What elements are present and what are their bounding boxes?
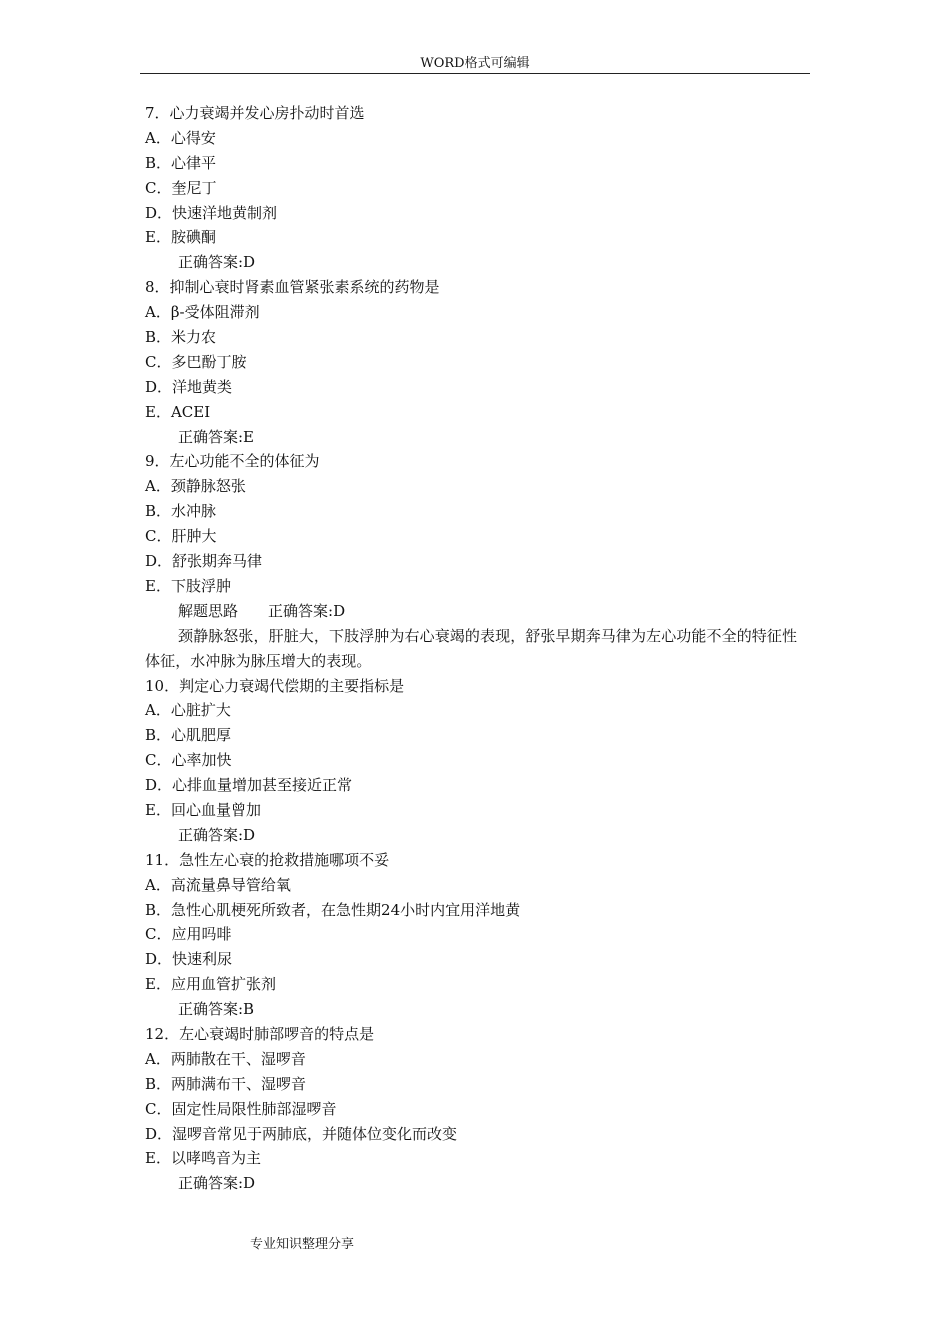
option-c: C．肝肿大 — [145, 527, 217, 546]
option-a: A．心得安 — [145, 128, 216, 147]
correct-answer: 正确答案:D — [178, 1174, 256, 1193]
question-stem: 8．抑制心衰时肾素血管紧张素系统的药物是 — [145, 278, 440, 297]
option-a: A．高流量鼻导管给氧 — [145, 875, 291, 894]
option-b: B．米力农 — [145, 328, 217, 347]
question-12 — [145, 1022, 810, 1196]
option-a: A．两肺散在干、湿啰音 — [145, 1049, 306, 1068]
option-e: E．以哮鸣音为主 — [145, 1149, 261, 1168]
option-c: C．奎尼丁 — [145, 178, 217, 197]
document-body — [145, 101, 810, 1196]
option-b: B．心律平 — [145, 153, 217, 172]
option-b: B．两肺满布干、湿啰音 — [145, 1074, 307, 1093]
option-e: E．下肢浮肿 — [145, 576, 231, 595]
option-c: C．应用吗啡 — [145, 925, 232, 944]
option-c: C．固定性局限性肺部湿啰音 — [145, 1099, 337, 1118]
question-7 — [145, 101, 810, 275]
answer-line — [145, 599, 810, 624]
correct-answer: 正确答案:B — [178, 1000, 255, 1019]
question-stem: 11．急性左心衰的抢救措施哪项不妥 — [145, 850, 390, 869]
option-e: E．ACEI — [145, 402, 211, 421]
option-b: B．心肌肥厚 — [145, 726, 232, 745]
question-stem: 7．心力衰竭并发心房扑动时首选 — [145, 104, 365, 122]
question-11 — [145, 848, 810, 1022]
option-d: D．湿啰音常见于两肺底，并随体位变化而改变 — [145, 1124, 458, 1143]
question-10 — [145, 674, 810, 848]
question-9 — [145, 449, 810, 673]
option-c: C．多巴酚丁胺 — [145, 352, 247, 371]
option-e: E．应用血管扩张剂 — [145, 975, 276, 994]
page-header: WORD格式可编辑 — [140, 55, 810, 74]
option-a: A．β-受体阻滞剂 — [145, 303, 260, 322]
correct-answer: 正确答案:E — [178, 427, 255, 446]
question-stem: 9．左心功能不全的体征为 — [145, 452, 320, 471]
page-footer: 专业知识整理分享 — [250, 1237, 355, 1252]
explanation-paragraph: 颈静脉怒张，肝脏大，下肢浮肿为右心衰竭的表现，舒张早期奔马律为左心功能不全的特征性体征，水冲脉为脉压增大的表现。 — [145, 626, 798, 670]
option-a: A．颈静脉怒张 — [145, 477, 246, 496]
option-c: C．心率加快 — [145, 751, 232, 770]
option-d: D．舒张期奔马律 — [145, 552, 263, 571]
correct-answer: 正确答案:D — [178, 825, 256, 844]
option-a: A．心脏扩大 — [145, 701, 231, 720]
correct-answer: 正确答案:D — [178, 253, 256, 272]
option-d: D．洋地黄类 — [145, 377, 233, 396]
question-stem: 10．判定心力衰竭代偿期的主要指标是 — [145, 676, 405, 695]
question-8 — [145, 275, 810, 449]
option-e: E．胺碘酮 — [145, 228, 216, 247]
solution-hint-label: 解题思路 — [178, 601, 239, 620]
option-b: B．急性心肌梗死所致者，在急性期24小时内宜用洋地黄 — [145, 900, 521, 919]
option-e: E．回心血量曾加 — [145, 800, 261, 819]
option-d: D．快速利尿 — [145, 950, 233, 969]
question-stem: 12．左心衰竭时肺部啰音的特点是 — [145, 1024, 375, 1043]
option-d: D．快速洋地黄制剂 — [145, 203, 278, 222]
correct-answer: 正确答案:D — [268, 601, 346, 620]
option-d: D．心排血量增加甚至接近正常 — [145, 776, 353, 795]
option-b: B．水冲脉 — [145, 502, 217, 521]
